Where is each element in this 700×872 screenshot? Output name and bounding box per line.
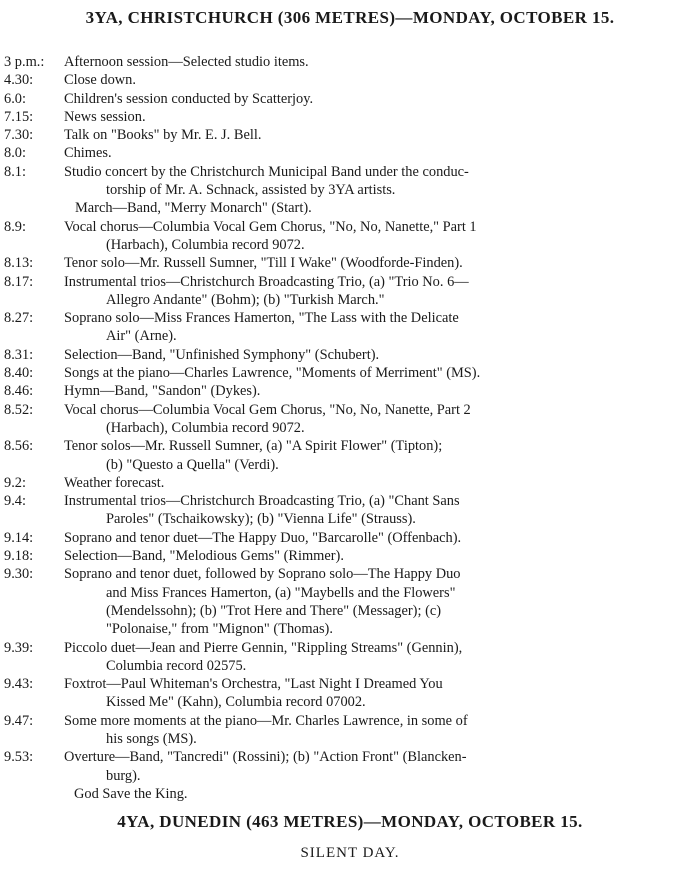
entry-time: 7.30: bbox=[4, 127, 34, 144]
program-entry bbox=[0, 163, 700, 218]
program-entry bbox=[0, 748, 700, 785]
entry-time: 4.30: bbox=[4, 72, 34, 89]
program-entry bbox=[0, 144, 700, 162]
entry-text-continued: Kissed Me" (Kahn), Columbia record 07002. bbox=[106, 694, 366, 711]
program-entry bbox=[0, 437, 700, 474]
program-entry bbox=[0, 364, 700, 382]
program-entry bbox=[0, 126, 700, 144]
entry-text: Songs at the piano—Charles Lawrence, "Moments of Merriment" (MS). bbox=[64, 365, 481, 382]
program-entry bbox=[0, 785, 700, 803]
entry-text: Overture—Band, "Tancredi" (Rossini); (b) "Action Front" (Blancken- bbox=[64, 749, 467, 766]
entry-text-continued: Paroles" (Tschaikowsky); (b) "Vienna Life" (Strauss). bbox=[106, 511, 416, 528]
entry-text: God Save the King. bbox=[74, 785, 188, 802]
entry-time: 6.0: bbox=[4, 90, 26, 107]
program-entry bbox=[0, 218, 700, 255]
silent-day-note: SILENT DAY. bbox=[300, 845, 400, 861]
entry-text-continued: Allegro Andante" (Bohm); (b) "Turkish March." bbox=[106, 291, 385, 308]
entry-time: 9.2: bbox=[4, 474, 26, 491]
entry-text-continued: March—Band, "Merry Monarch" (Start). bbox=[75, 200, 312, 217]
program-entry bbox=[0, 639, 700, 676]
program-entry bbox=[0, 712, 700, 749]
entry-text: Tenor solos—Mr. Russell Sumner, (a) "A Spirit Flower" (Tipton); bbox=[64, 438, 443, 455]
entry-time: 9.30: bbox=[4, 566, 34, 583]
entry-text-continued: "Polonaise," from "Mignon" (Thomas). bbox=[106, 621, 333, 638]
program-entry bbox=[0, 382, 700, 400]
entry-text-continued: burg). bbox=[106, 767, 141, 784]
program-entry bbox=[0, 346, 700, 364]
entry-time: 7.15: bbox=[4, 108, 34, 125]
entry-text: Talk on "Books" by Mr. E. J. Bell. bbox=[64, 127, 262, 144]
entry-text-continued: (Harbach), Columbia record 9072. bbox=[106, 419, 305, 436]
program-entry bbox=[0, 53, 700, 71]
program-entry bbox=[0, 273, 700, 310]
entry-text-continued: Columbia record 02575. bbox=[106, 657, 247, 674]
entry-time: 8.56: bbox=[4, 438, 34, 455]
entry-time: 8.31: bbox=[4, 346, 34, 363]
entry-text: Weather forecast. bbox=[64, 474, 165, 491]
entry-text: Instrumental trios—Christchurch Broadcasting Trio, (a) "Trio No. 6— bbox=[64, 273, 469, 290]
entry-time: 8.9: bbox=[4, 218, 26, 235]
entry-text: Close down. bbox=[64, 72, 136, 89]
entry-text: Piccolo duet—Jean and Pierre Gennin, "Rippling Streams" (Gennin), bbox=[64, 639, 463, 656]
entry-text-continued: torship of Mr. A. Schnack, assisted by 3YA artists. bbox=[106, 182, 396, 199]
entry-text: Children's session conducted by Scatterjoy. bbox=[64, 90, 314, 107]
entry-text: Soprano solo—Miss Frances Hamerton, "The Lass with the Delicate bbox=[64, 310, 459, 327]
program-entry bbox=[0, 254, 700, 272]
entry-text: Instrumental trios—Christchurch Broadcasting Trio, (a) "Chant Sans bbox=[64, 493, 460, 510]
entry-time: 9.14: bbox=[4, 529, 34, 546]
entry-time: 8.17: bbox=[4, 273, 34, 290]
station-3ya-heading: 3YA, CHRISTCHURCH (306 METRES)—MONDAY, OCTOBER 15. bbox=[85, 8, 615, 27]
entry-text-continued: Air" (Arne). bbox=[106, 328, 177, 345]
entry-text: Selection—Band, "Unfinished Symphony" (Schubert). bbox=[64, 346, 380, 363]
entry-text: News session. bbox=[64, 108, 146, 125]
entry-time: 9.18: bbox=[4, 548, 34, 565]
entry-time: 9.53: bbox=[4, 749, 34, 766]
entry-time: 8.13: bbox=[4, 255, 34, 272]
entry-text-continued: and Miss Frances Hamerton, (a) "Maybells and the Flowers" bbox=[106, 584, 456, 601]
program-entry bbox=[0, 565, 700, 638]
entry-text: Soprano and tenor duet, followed by Soprano solo—The Happy Duo bbox=[64, 566, 461, 583]
entry-text: Foxtrot—Paul Whiteman's Orchestra, "Last Night I Dreamed You bbox=[64, 676, 443, 693]
entry-text: Hymn—Band, "Sandon" (Dykes). bbox=[64, 383, 261, 400]
entry-time: 3 p.m.: bbox=[4, 54, 45, 70]
entry-text: Vocal chorus—Columbia Vocal Gem Chorus, "No, No, Nanette, Part 2 bbox=[64, 401, 471, 418]
entry-time: 8.52: bbox=[4, 401, 34, 418]
entry-time: 9.47: bbox=[4, 712, 34, 729]
entry-time: 8.40: bbox=[4, 365, 34, 382]
entry-text-continued: (Mendelssohn); (b) "Trot Here and There" (Messager); (c) bbox=[106, 602, 442, 619]
entry-text: Some more moments at the piano—Mr. Charles Lawrence, in some of bbox=[64, 712, 468, 729]
entry-time: 9.39: bbox=[4, 639, 34, 656]
entry-time: 9.43: bbox=[4, 676, 34, 693]
station-4ya-heading: 4YA, DUNEDIN (463 METRES)—MONDAY, OCTOBER 15. bbox=[117, 812, 583, 831]
program-entry bbox=[0, 108, 700, 126]
entry-text: Vocal chorus—Columbia Vocal Gem Chorus, "No, No, Nanette," Part 1 bbox=[64, 218, 477, 235]
entry-time: 8.1: bbox=[4, 163, 26, 180]
entry-text-continued: his songs (MS). bbox=[106, 730, 197, 747]
entry-text: Selection—Band, "Melodious Gems" (Rimmer). bbox=[64, 548, 344, 565]
program-entry bbox=[0, 474, 700, 492]
entry-time: 8.27: bbox=[4, 310, 34, 327]
program-entry bbox=[0, 71, 700, 89]
program-entry bbox=[0, 547, 700, 565]
program-list-3ya bbox=[0, 53, 700, 803]
entry-time: 8.0: bbox=[4, 145, 26, 162]
entry-text: Soprano and tenor duet—The Happy Duo, "Barcarolle" (Offenbach). bbox=[64, 529, 462, 546]
entry-text-continued: (Harbach), Columbia record 9072. bbox=[106, 236, 305, 253]
program-entry bbox=[0, 90, 700, 108]
entry-text: Afternoon session—Selected studio items. bbox=[64, 54, 309, 70]
entry-text-continued: (b) "Questo a Quella" (Verdi). bbox=[106, 456, 279, 473]
program-entry bbox=[0, 309, 700, 346]
program-entry bbox=[0, 529, 700, 547]
program-entry bbox=[0, 492, 700, 529]
entry-time: 8.46: bbox=[4, 383, 34, 400]
entry-text: Chimes. bbox=[64, 145, 112, 162]
program-entry bbox=[0, 675, 700, 712]
entry-time: 9.4: bbox=[4, 493, 26, 510]
program-entry bbox=[0, 401, 700, 438]
entry-text: Tenor solo—Mr. Russell Sumner, "Till I Wake" (Woodforde-Finden). bbox=[64, 255, 463, 272]
entry-text: Studio concert by the Christchurch Municipal Band under the conduc- bbox=[64, 163, 469, 180]
